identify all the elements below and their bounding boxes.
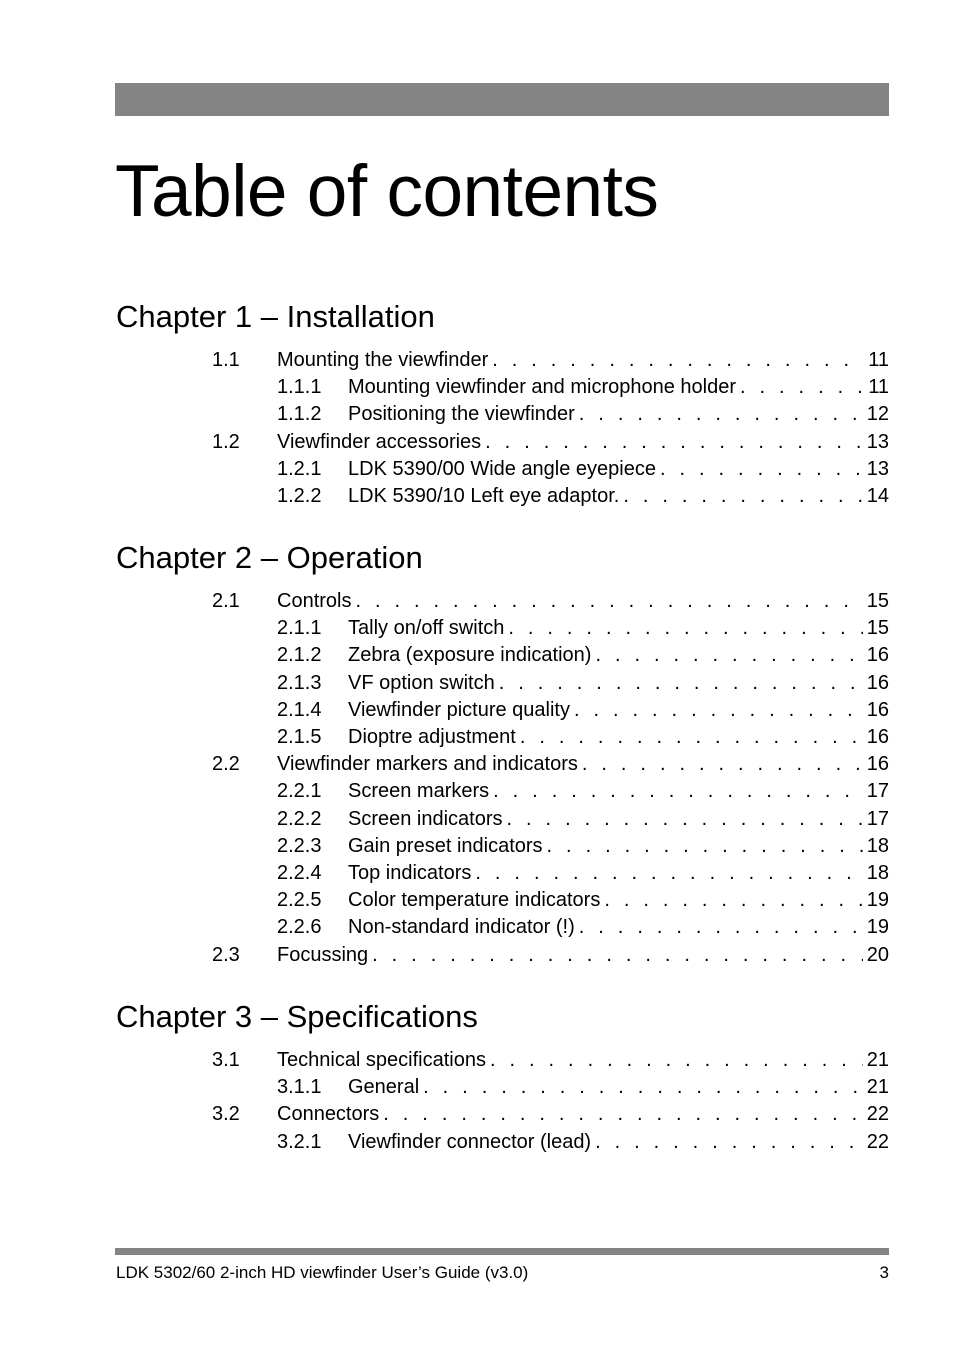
toc-entry-label: Viewfinder accessories [277,429,485,455]
footer-page-number: 3 [879,1263,889,1282]
toc-entry-body [348,483,889,509]
toc-entry-body [348,1074,889,1100]
dot-leader [507,806,863,832]
toc-entry-page: 17 [863,778,889,804]
dot-leader [582,751,863,777]
toc-subsection-entry[interactable] [277,806,889,832]
toc-entry-number: 1.2.2 [277,485,322,507]
toc-entry-body [348,833,889,859]
toc-entry-page: 13 [863,429,889,455]
toc-subsection-entry[interactable] [277,670,889,696]
dot-leader [595,642,862,668]
toc-entry-page: 18 [863,833,889,859]
toc-entry-body [348,456,889,482]
chapter-title: Chapter 1 – Installation [116,299,435,334]
toc-entry-label: LDK 5390/10 Left eye adaptor. [348,483,623,509]
dot-leader [355,588,862,614]
toc-entry-number: 2.1.3 [277,672,322,694]
dot-leader [520,724,863,750]
dot-leader [383,1101,862,1127]
toc-entry-body [348,914,889,940]
toc-entry-label: Gain preset indicators [348,833,547,859]
toc-entry-page: 17 [863,806,889,832]
dot-leader [579,401,863,427]
toc-entry-page: 16 [863,724,889,750]
toc-entry-label: Viewfinder picture quality [348,697,574,723]
dot-leader [740,374,864,400]
dot-leader [475,860,862,886]
toc-entry-label: Tally on/off switch [348,615,508,641]
toc-section-entry[interactable] [212,347,889,373]
toc-entry-body [277,429,889,455]
toc-entry-label: Dioptre adjustment [348,724,520,750]
toc-entry-number: 2.2 [212,753,240,775]
toc-entry-page: 22 [863,1129,889,1155]
toc-entry-label: LDK 5390/00 Wide angle eyepiece [348,456,660,482]
toc-entry-label: Focussing [277,942,372,968]
toc-entry-number: 1.2 [212,431,240,453]
toc-entry-label: Controls [277,588,355,614]
dot-leader [660,456,863,482]
toc-entry-body [277,751,889,777]
toc-entry-number: 1.1.2 [277,403,322,425]
toc-entry-label: Technical specifications [277,1047,490,1073]
toc-entry-number: 1.1 [212,349,240,371]
toc-entry-page: 16 [863,697,889,723]
toc-entry-label: Screen indicators [348,806,507,832]
toc-subsection-entry[interactable] [277,914,889,940]
top-rule [115,83,889,116]
toc-entry-body [348,860,889,886]
toc-entry-page: 13 [863,456,889,482]
toc-entry-label: Top indicators [348,860,475,886]
toc-subsection-entry[interactable] [277,860,889,886]
toc-entry-number: 2.2.5 [277,889,322,911]
toc-subsection-entry[interactable] [277,833,889,859]
toc-entry-page: 19 [863,914,889,940]
toc-entry-body [348,401,889,427]
toc-entry-number: 2.2.4 [277,862,322,884]
dot-leader [574,697,863,723]
toc-entry-label: VF option switch [348,670,499,696]
dot-leader [485,429,863,455]
toc-section-entry[interactable] [212,751,889,777]
toc-entry-body [348,806,889,832]
toc-entry-label: Mounting viewfinder and microphone holder [348,374,740,400]
toc-entry-page: 12 [863,401,889,427]
toc-entry-label: Mounting the viewfinder [277,347,492,373]
bottom-rule [115,1248,889,1255]
page-title: Table of contents [115,151,659,232]
toc-entry-body [277,1101,889,1127]
toc-entry-page: 22 [863,1101,889,1127]
dot-leader [372,942,863,968]
footer-document-title: LDK 5302/60 2-inch HD viewfinder User’s Guide (v3.0) [116,1263,529,1282]
dot-leader [423,1074,863,1100]
toc-entry-label: Non-standard indicator (!) [348,914,579,940]
toc-entry-page: 16 [863,751,889,777]
toc-section-entry[interactable] [212,1101,889,1127]
toc-entry-number: 1.1.1 [277,376,322,398]
toc-entry-number: 2.2.3 [277,835,322,857]
toc-entry-label: Connectors [277,1101,383,1127]
toc-entry-page: 20 [863,942,889,968]
toc-entry-page: 11 [864,374,889,400]
dot-leader [492,347,864,373]
toc-entry-body [348,724,889,750]
toc-subsection-entry[interactable] [277,615,889,641]
toc-section-entry[interactable] [212,942,889,968]
toc-entry-number: 3.1 [212,1049,240,1071]
toc-entry-label: Screen markers [348,778,493,804]
dot-leader [493,778,863,804]
toc-entry-number: 2.2.1 [277,780,322,802]
toc-entry-page: 19 [863,887,889,913]
toc-subsection-entry[interactable] [277,697,889,723]
toc-entry-body [348,887,889,913]
toc-section-entry[interactable] [212,429,889,455]
dot-leader [547,833,863,859]
toc-entry-label: Viewfinder connector (lead) [348,1129,595,1155]
toc-entry-number: 3.2 [212,1103,240,1125]
toc-entry-number: 2.1.5 [277,726,322,748]
toc-subsection-entry[interactable] [277,887,889,913]
toc-subsection-entry[interactable] [277,456,889,482]
chapter-title: Chapter 2 – Operation [116,540,423,575]
toc-entry-page: 21 [863,1047,889,1073]
toc-entry-body [348,615,889,641]
toc-section-entry[interactable] [212,1047,889,1073]
dot-leader [508,615,862,641]
toc-entry-number: 2.1 [212,590,240,612]
toc-entry-number: 2.1.1 [277,617,322,639]
toc-entry-label: General [348,1074,423,1100]
chapter-title: Chapter 3 – Specifications [116,999,478,1034]
toc-entry-number: 2.3 [212,944,240,966]
toc-subsection-entry[interactable] [277,401,889,427]
toc-entry-page: 15 [863,615,889,641]
toc-entry-body [348,670,889,696]
toc-entry-body [277,347,889,373]
toc-entry-number: 2.1.2 [277,644,322,666]
toc-entry-page: 15 [863,588,889,614]
toc-entry-label: Viewfinder markers and indicators [277,751,582,777]
dot-leader [604,887,862,913]
toc-subsection-entry[interactable] [277,483,889,509]
toc-entry-body [348,697,889,723]
toc-entry-page: 16 [863,670,889,696]
toc-entry-label: Color temperature indicators [348,887,604,913]
toc-subsection-entry[interactable] [277,1129,889,1155]
toc-entry-body [348,778,889,804]
toc-section-entry[interactable] [212,588,889,614]
toc-entry-body [277,588,889,614]
toc-entry-page: 14 [863,483,889,509]
dot-leader [623,483,862,509]
toc-entry-label: Positioning the viewfinder [348,401,579,427]
toc-entry-number: 3.2.1 [277,1131,322,1153]
toc-entry-body [348,1129,889,1155]
toc-entry-number: 3.1.1 [277,1076,322,1098]
toc-entry-page: 21 [863,1074,889,1100]
toc-subsection-entry[interactable] [277,374,889,400]
toc-entry-body [277,1047,889,1073]
toc-subsection-entry[interactable] [277,778,889,804]
toc-entry-body [277,942,889,968]
dot-leader [490,1047,863,1073]
toc-entry-number: 2.2.6 [277,916,322,938]
dot-leader [579,914,863,940]
toc-entry-page: 18 [863,860,889,886]
dot-leader [499,670,863,696]
toc-subsection-entry[interactable] [277,642,889,668]
toc-entry-page: 11 [864,347,889,373]
toc-entry-body [348,374,889,400]
toc-subsection-entry[interactable] [277,724,889,750]
toc-entry-label: Zebra (exposure indication) [348,642,595,668]
dot-leader [595,1129,863,1155]
toc-entry-number: 2.1.4 [277,699,322,721]
toc-entry-number: 2.2.2 [277,808,322,830]
toc-entry-body [348,642,889,668]
toc-subsection-entry[interactable] [277,1074,889,1100]
toc-entry-page: 16 [863,642,889,668]
toc-entry-number: 1.2.1 [277,458,322,480]
